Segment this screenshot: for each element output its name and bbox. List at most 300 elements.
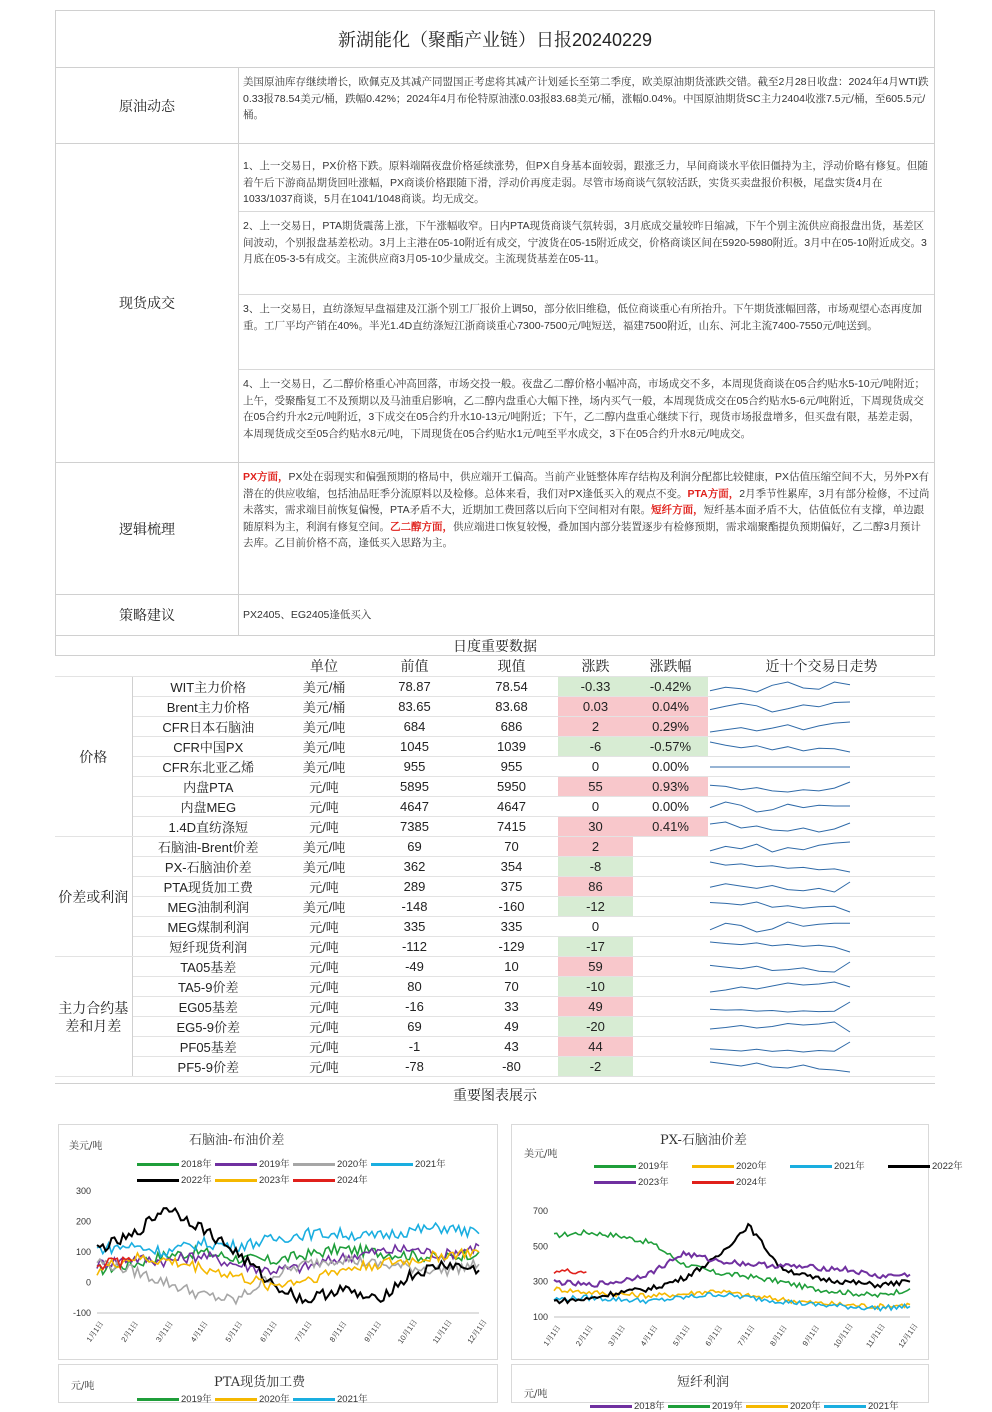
row-item-name: MEG油制利润 bbox=[132, 897, 284, 917]
x-tick-label: 1月1日 bbox=[541, 1323, 563, 1348]
row-prev-value: 335 bbox=[364, 917, 465, 937]
y-tick-label: 300 bbox=[532, 1276, 548, 1287]
sparkline-path bbox=[710, 782, 850, 792]
y-tick-label: -100 bbox=[72, 1308, 91, 1318]
row-current-value: 43 bbox=[465, 1037, 558, 1057]
row-current-value: 5950 bbox=[465, 777, 558, 797]
table-row bbox=[55, 877, 935, 897]
row-unit: 元/吨 bbox=[284, 1017, 364, 1037]
row-item-name: CFR中国PX bbox=[132, 737, 284, 757]
row-change: -10 bbox=[558, 977, 633, 997]
row-item-name: PX-石脑油价差 bbox=[132, 857, 284, 877]
x-tick-label: 7月1日 bbox=[735, 1323, 757, 1348]
x-tick-label: 4月1日 bbox=[638, 1323, 660, 1348]
row-trend-sparkline bbox=[708, 1057, 935, 1077]
sparkline-path bbox=[710, 1062, 850, 1072]
x-tick-label: 3月1日 bbox=[154, 1319, 175, 1344]
row-change-pct: 0.93% bbox=[633, 777, 708, 797]
row-trend-sparkline bbox=[708, 737, 935, 757]
x-tick-label: 12月1日 bbox=[465, 1317, 489, 1346]
row-current-value: 7415 bbox=[465, 817, 558, 837]
table-row bbox=[55, 1017, 935, 1037]
x-tick-label: 3月1日 bbox=[606, 1323, 628, 1348]
logic-pta-text: 2月季节性累库，3月有部分检修，不过尚未落实，需求端目前恢复偏慢，PTA矛盾不大，近期加工费回落以后向下空间相对有限。 bbox=[243, 487, 930, 516]
row-change: 0 bbox=[558, 917, 633, 937]
logic-pta-tag: PTA方面， bbox=[687, 487, 740, 500]
spot-paragraph-1: 1、上一交易日，PX价格下跌。原料端隔夜盘价格延续涨势，但PX自身基本面较弱，跟涨乏力，早间商谈水平依旧僵持为主，浮动价略有修复。但随着午后下游商品期货回吐涨幅，PX商谈价格跟随下滑，浮动价再度走弱。尽管市场商谈气氛较活跃，实货买卖盘报价积极，尾盘实货4月在1033/1037商谈，5月在1041/1048商谈。均无成交。 bbox=[243, 160, 928, 205]
row-current-value: 83.68 bbox=[465, 697, 558, 717]
legend-label: 2021年 bbox=[868, 1401, 899, 1412]
row-trend-sparkline bbox=[708, 977, 935, 997]
legend-label: 2019年 bbox=[181, 1394, 212, 1405]
row-item-name: EG05基差 bbox=[132, 997, 284, 1017]
legend-label: 2021年 bbox=[415, 1159, 446, 1170]
row-prev-value: 69 bbox=[364, 1017, 465, 1037]
table-row bbox=[55, 857, 935, 877]
x-tick-label: 8月1日 bbox=[768, 1323, 789, 1348]
legend-label: 2020年 bbox=[259, 1394, 290, 1405]
sparkline-path bbox=[710, 902, 850, 912]
logic-text bbox=[239, 463, 934, 557]
row-unit: 美元/桶 bbox=[284, 697, 364, 717]
logic-px-text: PX处在弱现实和偏强预期的格局中，供应端开工偏高。当前产业链整体库存结构及利润分配都比较健康，PX估值压缩空间不大，另外PX有潜在的供应收缩，包括油品旺季分流原料以及检修。总体来看，我们对PX逢低买入的观点不变。 bbox=[243, 471, 930, 500]
legend-label: 2020年 bbox=[337, 1159, 368, 1170]
row-prev-value: -1 bbox=[364, 1037, 465, 1057]
table-row bbox=[55, 697, 935, 717]
legend-label: 2020年 bbox=[790, 1401, 821, 1412]
row-current-value: 70 bbox=[465, 977, 558, 997]
y-tick-label: 100 bbox=[75, 1247, 91, 1257]
sparkline-path bbox=[710, 1022, 850, 1032]
legend-label: 2020年 bbox=[736, 1161, 767, 1172]
legend-label: 2019年 bbox=[259, 1159, 290, 1170]
table-row bbox=[55, 917, 935, 937]
series-line bbox=[554, 1269, 586, 1274]
row-trend-sparkline bbox=[708, 917, 935, 937]
row-change-pct: 0.00% bbox=[633, 797, 708, 817]
table-row bbox=[55, 897, 935, 917]
row-trend-sparkline bbox=[708, 857, 935, 877]
daily-data-title: 日度重要数据 bbox=[55, 636, 935, 656]
x-tick-label: 8月1日 bbox=[327, 1319, 349, 1344]
group-label: 主力合约基差和月差 bbox=[55, 957, 132, 1077]
row-trend-sparkline bbox=[708, 997, 935, 1017]
row-current-value: 4647 bbox=[465, 797, 558, 817]
header-unit: 单位 bbox=[284, 656, 364, 677]
chart-title: PTA现货加工费 bbox=[214, 1375, 306, 1390]
y-tick-label: 500 bbox=[532, 1241, 548, 1252]
row-change-pct bbox=[633, 837, 708, 857]
sparkline-path bbox=[710, 942, 850, 952]
row-item-name: WIT主力价格 bbox=[132, 677, 284, 697]
section-spot bbox=[55, 144, 935, 463]
y-tick-label: 300 bbox=[75, 1186, 91, 1196]
x-tick-label: 9月1日 bbox=[800, 1323, 822, 1348]
row-item-name: TA05基差 bbox=[132, 957, 284, 977]
row-change: -0.33 bbox=[558, 677, 633, 697]
x-tick-label: 5月1日 bbox=[671, 1323, 692, 1348]
row-item-name: EG5-9价差 bbox=[132, 1017, 284, 1037]
chart-unit: 美元/吨 bbox=[69, 1141, 103, 1152]
row-change-pct: 0.00% bbox=[633, 757, 708, 777]
spot-paragraph-4: 4、上一交易日，乙二醇价格重心冲高回落，市场交投一般。夜盘乙二醇价格小幅冲高，市场成交不多，本周现货商谈在05合约贴水5-10元/吨附近；上午，受聚酯复工不及预期以及马油重启影响，乙二醇内盘重心大幅下挫，场内买气一般，本周现货成交在05合约贴水5-6元/吨附近，下周现货成交在05合约升水2元/吨附近，3下成交在05合约升水10-13元/吨附近；下午，乙二醇内盘重心继续下行，现货市场报盘增多，但买盘有限，基差走弱，本周现货成交至05合约贴水8元/吨，下周现货在05合约贴水1元/吨至平水成交，3下在05合约升水8元/吨成交。 bbox=[239, 369, 934, 463]
table-row bbox=[55, 737, 935, 757]
table-row bbox=[55, 777, 935, 797]
row-item-name: 短纤现货利润 bbox=[132, 937, 284, 957]
row-change-pct bbox=[633, 1057, 708, 1077]
chart-naphtha-brent-spread bbox=[58, 1124, 498, 1360]
row-prev-value: 83.65 bbox=[364, 697, 465, 717]
x-tick-label: 11月1日 bbox=[864, 1321, 888, 1350]
x-tick-label: 9月1日 bbox=[362, 1319, 384, 1344]
legend-item bbox=[137, 1391, 212, 1405]
row-item-name: PF05基差 bbox=[132, 1037, 284, 1057]
header-chg: 涨跌 bbox=[558, 656, 633, 677]
legend-item bbox=[215, 1391, 290, 1405]
sparkline-path bbox=[710, 862, 850, 872]
row-item-name: PTA现货加工费 bbox=[132, 877, 284, 897]
row-change-pct bbox=[633, 1017, 708, 1037]
table-row bbox=[55, 757, 935, 777]
legend-label: 2023年 bbox=[638, 1177, 669, 1188]
sparkline-path bbox=[710, 822, 850, 832]
sparkline-path bbox=[710, 1002, 850, 1012]
row-change-pct bbox=[633, 997, 708, 1017]
logic-pf-tag: 短纤方面， bbox=[651, 504, 704, 516]
row-item-name: 1.4D直纺涤短 bbox=[132, 817, 284, 837]
row-unit: 元/吨 bbox=[284, 957, 364, 977]
row-change-pct: -0.42% bbox=[633, 677, 708, 697]
row-trend-sparkline bbox=[708, 877, 935, 897]
chart-unit: 美元/吨 bbox=[524, 1149, 558, 1160]
row-change-pct: 0.41% bbox=[633, 817, 708, 837]
legend-label: 2024年 bbox=[736, 1177, 767, 1188]
row-current-value: 955 bbox=[465, 757, 558, 777]
row-item-name: CFR日本石脑油 bbox=[132, 717, 284, 737]
y-tick-label: 200 bbox=[75, 1216, 91, 1227]
row-unit: 元/吨 bbox=[284, 1057, 364, 1077]
header-trend: 近十个交易日走势 bbox=[708, 656, 935, 677]
sparkline-path bbox=[710, 702, 850, 712]
row-unit: 美元/吨 bbox=[284, 837, 364, 857]
row-change: 0.03 bbox=[558, 697, 633, 717]
header-pct: 涨跌幅 bbox=[633, 656, 708, 677]
row-prev-value: 362 bbox=[364, 857, 465, 877]
row-item-name: 内盘MEG bbox=[132, 797, 284, 817]
strategy-text: PX2405、EG2405逢低买入 bbox=[243, 608, 372, 621]
x-tick-label: 6月1日 bbox=[703, 1323, 725, 1348]
sparkline-path bbox=[710, 962, 850, 972]
row-change: -12 bbox=[558, 897, 633, 917]
x-tick-label: 2月1日 bbox=[119, 1319, 141, 1344]
sparkline-path bbox=[710, 842, 850, 852]
chart-unit: 元/吨 bbox=[524, 1389, 548, 1400]
legend-item bbox=[293, 1391, 368, 1405]
row-unit: 美元/吨 bbox=[284, 737, 364, 757]
crude-text: 美国原油库存继续增长，欧佩克及其减产同盟国正考虑将其减产计划延长至第二季度，欧美原油期货涨跌交错。截至2月28日收盘：2024年4月WTI跌0.33报78.54美元/桶，跌幅0.42%；2024年4月布伦特原油涨0.03报83.68美元/桶，涨幅0.04%。中国原油期货SC主力2404收涨7.5元/桶，至605.5元/桶。 bbox=[243, 76, 929, 121]
legend-swatch bbox=[137, 1398, 179, 1401]
series-line bbox=[554, 1287, 910, 1309]
legend-label: 2021年 bbox=[337, 1394, 368, 1405]
report-page bbox=[55, 10, 935, 1105]
chart-pta-processing-fee bbox=[58, 1364, 498, 1403]
x-tick-label: 2月1日 bbox=[573, 1323, 595, 1348]
x-tick-label: 11月1日 bbox=[430, 1317, 454, 1346]
legend-label: 2018年 bbox=[634, 1401, 665, 1412]
table-row bbox=[55, 677, 935, 697]
section-crude bbox=[55, 68, 935, 144]
table-row bbox=[55, 717, 935, 737]
table-row bbox=[55, 997, 935, 1017]
x-tick-label: 10月1日 bbox=[831, 1321, 855, 1350]
row-item-name: 内盘PTA bbox=[132, 777, 284, 797]
row-change: -8 bbox=[558, 857, 633, 877]
row-trend-sparkline bbox=[708, 697, 935, 717]
row-prev-value: 955 bbox=[364, 757, 465, 777]
logic-eg-text: 供应端进口恢复较慢，叠加国内部分装置逐步有检修预期，需求端聚酯提负预期偏好，乙二醇3月预计去库。乙目前价格不高，逢低买入思路为主。 bbox=[243, 520, 921, 549]
row-prev-value: 78.87 bbox=[364, 677, 465, 697]
row-current-value: -129 bbox=[465, 937, 558, 957]
row-item-name: PF5-9价差 bbox=[132, 1057, 284, 1077]
logic-px-tag: PX方面， bbox=[243, 471, 289, 483]
sparkline-path bbox=[710, 982, 850, 992]
row-change-pct bbox=[633, 937, 708, 957]
row-change: 2 bbox=[558, 717, 633, 737]
row-change: 49 bbox=[558, 997, 633, 1017]
header-prev: 前值 bbox=[364, 656, 465, 677]
y-tick-label: 700 bbox=[532, 1206, 548, 1216]
x-tick-label: 7月1日 bbox=[292, 1319, 314, 1344]
row-trend-sparkline bbox=[708, 817, 935, 837]
legend-label: 2018年 bbox=[181, 1159, 212, 1170]
legend-item bbox=[668, 1398, 743, 1412]
sparkline-path bbox=[710, 882, 850, 892]
sparkline-path bbox=[710, 1042, 850, 1052]
row-change-pct bbox=[633, 957, 708, 977]
y-tick-label: 100 bbox=[532, 1312, 548, 1322]
x-tick-label: 4月1日 bbox=[188, 1319, 210, 1344]
legend-label: 2021年 bbox=[834, 1161, 865, 1172]
legend-swatch bbox=[590, 1405, 632, 1408]
legend-swatch bbox=[668, 1405, 710, 1408]
row-unit: 元/吨 bbox=[284, 817, 364, 837]
report-title: 新湖能化（聚酯产业链）日报20240229 bbox=[55, 10, 935, 68]
row-prev-value: 289 bbox=[364, 877, 465, 897]
row-change-pct bbox=[633, 897, 708, 917]
row-trend-sparkline bbox=[708, 937, 935, 957]
legend-item bbox=[590, 1398, 665, 1412]
row-change: 2 bbox=[558, 837, 633, 857]
chart-px-naphtha-spread bbox=[511, 1124, 963, 1360]
logic-pf-text: 短纤基本面矛盾不大，估值低位有支撑，单边跟随原料为主，利润有修复空间。 bbox=[243, 504, 925, 533]
row-unit: 元/吨 bbox=[284, 1037, 364, 1057]
table-row bbox=[55, 837, 935, 857]
chart-staple-fiber-profit bbox=[511, 1364, 929, 1412]
row-prev-value: -112 bbox=[364, 937, 465, 957]
legend-label: 2019年 bbox=[638, 1161, 669, 1172]
table-header-row bbox=[55, 656, 935, 677]
row-item-name: TA5-9价差 bbox=[132, 977, 284, 997]
row-change-pct bbox=[633, 977, 708, 997]
row-change: 30 bbox=[558, 817, 633, 837]
legend-item bbox=[746, 1398, 821, 1412]
row-trend-sparkline bbox=[708, 777, 935, 797]
row-unit: 元/吨 bbox=[284, 997, 364, 1017]
header-cur: 现值 bbox=[465, 656, 558, 677]
row-change: 86 bbox=[558, 877, 633, 897]
row-change-pct: 0.29% bbox=[633, 717, 708, 737]
chart-unit: 元/吨 bbox=[71, 1381, 95, 1392]
row-change: 0 bbox=[558, 797, 633, 817]
row-item-name: MEG煤制利润 bbox=[132, 917, 284, 937]
legend-swatch bbox=[215, 1398, 257, 1401]
legend-swatch bbox=[746, 1405, 788, 1408]
sparkline-path bbox=[710, 922, 850, 932]
row-item-name: 石脑油-Brent价差 bbox=[132, 837, 284, 857]
x-tick-label: 1月1日 bbox=[84, 1319, 106, 1344]
table-row bbox=[55, 937, 935, 957]
row-current-value: 335 bbox=[465, 917, 558, 937]
row-unit: 美元/桶 bbox=[284, 677, 364, 697]
row-change: -2 bbox=[558, 1057, 633, 1077]
row-prev-value: 1045 bbox=[364, 737, 465, 757]
row-change: 59 bbox=[558, 957, 633, 977]
row-prev-value: 684 bbox=[364, 717, 465, 737]
section-label-spot: 现货成交 bbox=[56, 144, 239, 462]
row-current-value: 686 bbox=[465, 717, 558, 737]
series-line bbox=[554, 1252, 910, 1287]
table-row bbox=[55, 1057, 935, 1077]
row-trend-sparkline bbox=[708, 1037, 935, 1057]
x-tick-label: 10月1日 bbox=[395, 1317, 420, 1346]
legend-label: 2022年 bbox=[932, 1161, 963, 1172]
section-label-strategy: 策略建议 bbox=[56, 595, 239, 635]
charts-title: 重要图表展示 bbox=[55, 1083, 935, 1105]
row-prev-value: 80 bbox=[364, 977, 465, 997]
row-change: 55 bbox=[558, 777, 633, 797]
legend-label: 2023年 bbox=[259, 1175, 290, 1186]
row-unit: 美元/吨 bbox=[284, 857, 364, 877]
spot-paragraph-2: 2、上一交易日，PTA期货震荡上涨，下午涨幅收窄。日内PTA现货商谈气氛转弱，3月底成交量较昨日缩减，下午个别主流供应商报盘出货，基差区间波动，个别报盘基差松动。3月上主港在05-10附近有成交，宁波货在05-15附近成交，价格商谈区间在5920-5980附近。3月中在05-10附近成交。3月底在05-3-5有成交。主流供应商3月05-10少量成交。主流现货基差在05-11。 bbox=[239, 211, 934, 294]
row-unit: 元/吨 bbox=[284, 877, 364, 897]
spot-paragraph-3: 3、上一交易日，直纺涤短早盘福建及江浙个别工厂报价上调50，部分依旧维稳，低位商谈重心有所抬升。下午期货涨幅回落，市场观望心态再度加重。工厂平均产销在40%。半光1.4D直纺涤短江浙商谈重心7300-7500元/吨短送，福建7500附近，山东、河北主流7400-7550元/吨送到。 bbox=[239, 294, 934, 369]
row-current-value: 33 bbox=[465, 997, 558, 1017]
row-prev-value: 69 bbox=[364, 837, 465, 857]
legend-label: 2019年 bbox=[712, 1401, 743, 1412]
sparkline-path bbox=[710, 682, 850, 692]
table-row bbox=[55, 817, 935, 837]
legend-label: 2024年 bbox=[337, 1175, 368, 1186]
row-unit: 元/吨 bbox=[284, 917, 364, 937]
row-change: -17 bbox=[558, 937, 633, 957]
row-trend-sparkline bbox=[708, 957, 935, 977]
row-current-value: -160 bbox=[465, 897, 558, 917]
daily-data-table bbox=[55, 656, 935, 1077]
chart-title: PX-石脑油价差 bbox=[660, 1133, 747, 1148]
row-change: -20 bbox=[558, 1017, 633, 1037]
row-current-value: 70 bbox=[465, 837, 558, 857]
row-change: 44 bbox=[558, 1037, 633, 1057]
row-change-pct bbox=[633, 857, 708, 877]
row-trend-sparkline bbox=[708, 837, 935, 857]
row-prev-value: 4647 bbox=[364, 797, 465, 817]
section-label-logic: 逻辑梳理 bbox=[56, 463, 239, 594]
row-item-name: CFR东北亚乙烯 bbox=[132, 757, 284, 777]
section-label-crude: 原油动态 bbox=[56, 68, 239, 143]
row-prev-value: 5895 bbox=[364, 777, 465, 797]
table-row bbox=[55, 957, 935, 977]
section-logic bbox=[55, 463, 935, 595]
row-trend-sparkline bbox=[708, 717, 935, 737]
row-unit: 美元/吨 bbox=[284, 757, 364, 777]
row-unit: 元/吨 bbox=[284, 937, 364, 957]
row-change-pct bbox=[633, 1037, 708, 1057]
table-row bbox=[55, 977, 935, 997]
legend-swatch bbox=[824, 1405, 866, 1408]
row-unit: 美元/吨 bbox=[284, 717, 364, 737]
row-current-value: 78.54 bbox=[465, 677, 558, 697]
row-trend-sparkline bbox=[708, 897, 935, 917]
row-prev-value: -78 bbox=[364, 1057, 465, 1077]
row-trend-sparkline bbox=[708, 797, 935, 817]
row-current-value: 375 bbox=[465, 877, 558, 897]
row-change-pct: 0.04% bbox=[633, 697, 708, 717]
logic-eg-tag: 乙二醇方面， bbox=[390, 520, 453, 533]
legend-label: 2022年 bbox=[181, 1175, 212, 1186]
row-unit: 元/吨 bbox=[284, 797, 364, 817]
row-current-value: 1039 bbox=[465, 737, 558, 757]
row-item-name: Brent主力价格 bbox=[132, 697, 284, 717]
sparkline-path bbox=[710, 742, 850, 752]
y-tick-label: 0 bbox=[85, 1277, 91, 1288]
row-change: -6 bbox=[558, 737, 633, 757]
row-unit: 美元/吨 bbox=[284, 897, 364, 917]
row-prev-value: -49 bbox=[364, 957, 465, 977]
row-trend-sparkline bbox=[708, 677, 935, 697]
group-label: 价格 bbox=[55, 677, 132, 837]
series-line bbox=[97, 1223, 479, 1257]
row-change-pct bbox=[633, 877, 708, 897]
row-prev-value: -148 bbox=[364, 897, 465, 917]
series-line bbox=[97, 1208, 479, 1303]
row-change-pct: -0.57% bbox=[633, 737, 708, 757]
legend-swatch bbox=[293, 1398, 335, 1401]
row-prev-value: -16 bbox=[364, 997, 465, 1017]
row-unit: 元/吨 bbox=[284, 777, 364, 797]
row-trend-sparkline bbox=[708, 1017, 935, 1037]
x-tick-label: 5月1日 bbox=[223, 1319, 245, 1344]
section-strategy bbox=[55, 595, 935, 636]
chart-title: 短纤利润 bbox=[677, 1375, 730, 1390]
row-unit: 元/吨 bbox=[284, 977, 364, 997]
row-current-value: 354 bbox=[465, 857, 558, 877]
table-row bbox=[55, 1037, 935, 1057]
x-tick-label: 6月1日 bbox=[258, 1319, 279, 1344]
legend-item bbox=[824, 1398, 899, 1412]
x-tick-label: 12月1日 bbox=[896, 1321, 920, 1350]
row-change-pct bbox=[633, 917, 708, 937]
table-row bbox=[55, 797, 935, 817]
chart-title: 石脑油-布油价差 bbox=[189, 1133, 285, 1148]
row-current-value: 10 bbox=[465, 957, 558, 977]
row-prev-value: 7385 bbox=[364, 817, 465, 837]
row-trend-sparkline bbox=[708, 757, 935, 777]
row-current-value: -80 bbox=[465, 1057, 558, 1077]
sparkline-path bbox=[710, 802, 850, 812]
row-current-value: 49 bbox=[465, 1017, 558, 1037]
sparkline-path bbox=[710, 722, 850, 732]
group-label: 价差或利润 bbox=[55, 837, 132, 957]
